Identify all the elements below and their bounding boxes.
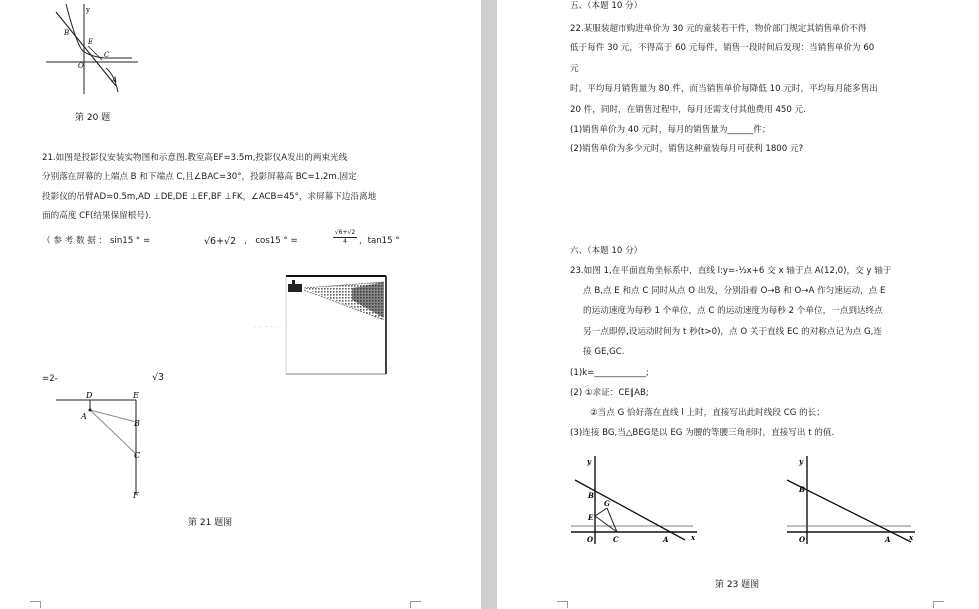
q21-line-4: 面的高度 CF(结果保留根号). — [42, 211, 152, 221]
q22-part-2: (2)销售单价为多少元时，销售这种童装每月可获利 1800 元? — [570, 144, 804, 154]
q21-line-2: 分别落在屏幕的上端点 B 和下端点 C,且∠BAC=30°，投影屏幕高 BC=1.2m.固定 — [42, 172, 357, 182]
fig23b-label-o: O — [799, 535, 806, 544]
ref-sin-value: √6+√2 — [204, 236, 237, 247]
fig21-label-f: F — [133, 491, 139, 500]
fig20-label-y: y — [86, 6, 90, 14]
q23-part-2-2: ②当点 G 恰好落在直线 l 上时，直接写出此时线段 CG 的长； — [590, 408, 825, 418]
page-gutter — [481, 0, 497, 609]
q23-line-1: 23.如图 1,在平面直角坐标系中，直线 l:y=-½x+6 交 x 轴于点 A(12,0)，交 y 轴于 — [570, 266, 892, 276]
figure-21-diagram — [52, 390, 152, 502]
q21-line-3: 投影仪的吊臂AD=0.5m,AD ⊥DE,DE ⊥EF,BF ⊥FK，∠ACB=45°，求屏幕下边沿离地 — [42, 192, 377, 202]
ref-tan-label: ，tan15 ° — [359, 236, 400, 246]
fig23b-label-b: B — [799, 485, 805, 494]
figure-20-graph — [42, 2, 142, 98]
fig20-label-c: C — [104, 51, 110, 59]
q23-line-4: 另一点即停,设运动时间为 t 秒(t>0)，点 O 关于直线 EC 的对称点记为点 G,连 — [583, 327, 882, 337]
ref-cos-fraction — [333, 229, 357, 246]
fig21-label-b: B — [134, 419, 140, 428]
crop-mark-bl-right — [557, 601, 568, 608]
fig23a-label-a: A — [663, 535, 669, 544]
q22-line-4: 时，平均每月销售量为 80 件，而当销售单价每降低 10 元时，平均每月能多售出 — [570, 84, 878, 94]
fig20-label-a: A — [112, 76, 118, 84]
svg-text:ᐧ ᐨᐧ ᐨ ᐨ ᐧ ᐨ: ᐧ ᐨᐧ ᐨ ᐨ ᐧ ᐨ — [254, 324, 282, 332]
fig23a-label-c: C — [613, 535, 619, 544]
q22-line-1: 22.某服装超市购进单价为 30 元的童装若干件，物价部门规定其销售单价不得 — [570, 24, 867, 34]
ref-cos-frac-num: √6+√2 — [334, 229, 356, 236]
ref-cos-frac-den: 4 — [343, 238, 347, 245]
fig21-label-d: D — [86, 391, 93, 400]
q23-line-5: 接 GE,GC. — [583, 347, 625, 357]
projector-photo — [252, 270, 412, 382]
figure-23-caption: 第 23 题图 — [715, 580, 760, 590]
fig21-label-e: E — [133, 391, 139, 400]
ref-tail-value: =2- — [42, 374, 58, 384]
fig23a-label-o: O — [587, 535, 594, 544]
q23-line-3: 的运动速度为每秒 1 个单位，点 C 的运动速度为每秒 2 个单位，一点到达终点 — [583, 306, 883, 316]
figure-23-graph-1 — [567, 452, 703, 548]
q23-part-2: (2) ①求证：CE∥AB; — [570, 388, 649, 398]
q22-line-3: 元 — [570, 64, 579, 74]
fig23a-label-b: B — [588, 491, 594, 500]
svg-text:ᐧ: ᐧ — [390, 364, 392, 372]
fig23b-label-x: x — [909, 533, 914, 542]
fig23b-label-a: A — [885, 535, 891, 544]
ref-tail-sqrt: √3 — [152, 372, 165, 383]
crop-mark-br-right — [933, 601, 944, 608]
figure-20-caption: 第 20 题 — [75, 113, 111, 123]
fig21-label-c: C — [134, 451, 141, 460]
crop-mark-bl — [30, 601, 41, 608]
crop-mark-br — [410, 601, 421, 608]
section-6-title: 六、（本题 10 分） — [570, 246, 643, 256]
fig23a-label-e: E — [588, 513, 594, 522]
section-5-title: 五、（本题 10 分） — [570, 1, 643, 11]
fig20-label-o: O — [78, 62, 84, 70]
fig21-label-a: A — [81, 412, 87, 421]
fig23b-label-y: y — [799, 457, 804, 466]
fig20-label-e: E — [88, 38, 94, 46]
figure-23-graph-2 — [781, 452, 921, 548]
fig23a-label-y: y — [587, 457, 592, 466]
q23-part-1: (1)k=____________; — [570, 368, 649, 378]
q21-line-1: 21.如图是投影仪安装实物图和示意图.教室高EF=3.5m,投影仪A发出的两束光线 — [42, 153, 348, 163]
ref-data-prefix: （ 参 考 数 据 ： sin15 ° = — [42, 236, 151, 246]
q22-line-2: 低于每件 30 元，不得高于 60 元每件，销售一段时间后发现：当销售单价为 60 — [570, 43, 875, 53]
ref-cos-label: ， cos15 ° = — [244, 236, 298, 246]
figure-21-caption: 第 21 题图 — [188, 518, 233, 528]
fig23a-label-x: x — [691, 533, 696, 542]
q22-line-5: 20 件，同时，在销售过程中，每月还需支付其他费用 450 元. — [570, 105, 806, 115]
fig20-label-b: B — [64, 29, 70, 37]
q23-part-3: (3)连接 BG,当△BEG是以 EG 为腰的等腰三角形时，直接写出 t 的值. — [570, 428, 835, 438]
left-page — [0, 0, 481, 609]
q23-line-2: 点 B,点 E 和点 C 同时从点 O 出发，分别沿着 O→B 和 O→A 作匀速运动，点 E — [583, 286, 886, 296]
q22-part-1: (1)销售单价为 40 元时，每月的销售量为______件； — [570, 125, 771, 135]
right-page — [497, 0, 979, 609]
fig23a-label-g: G — [604, 499, 610, 508]
